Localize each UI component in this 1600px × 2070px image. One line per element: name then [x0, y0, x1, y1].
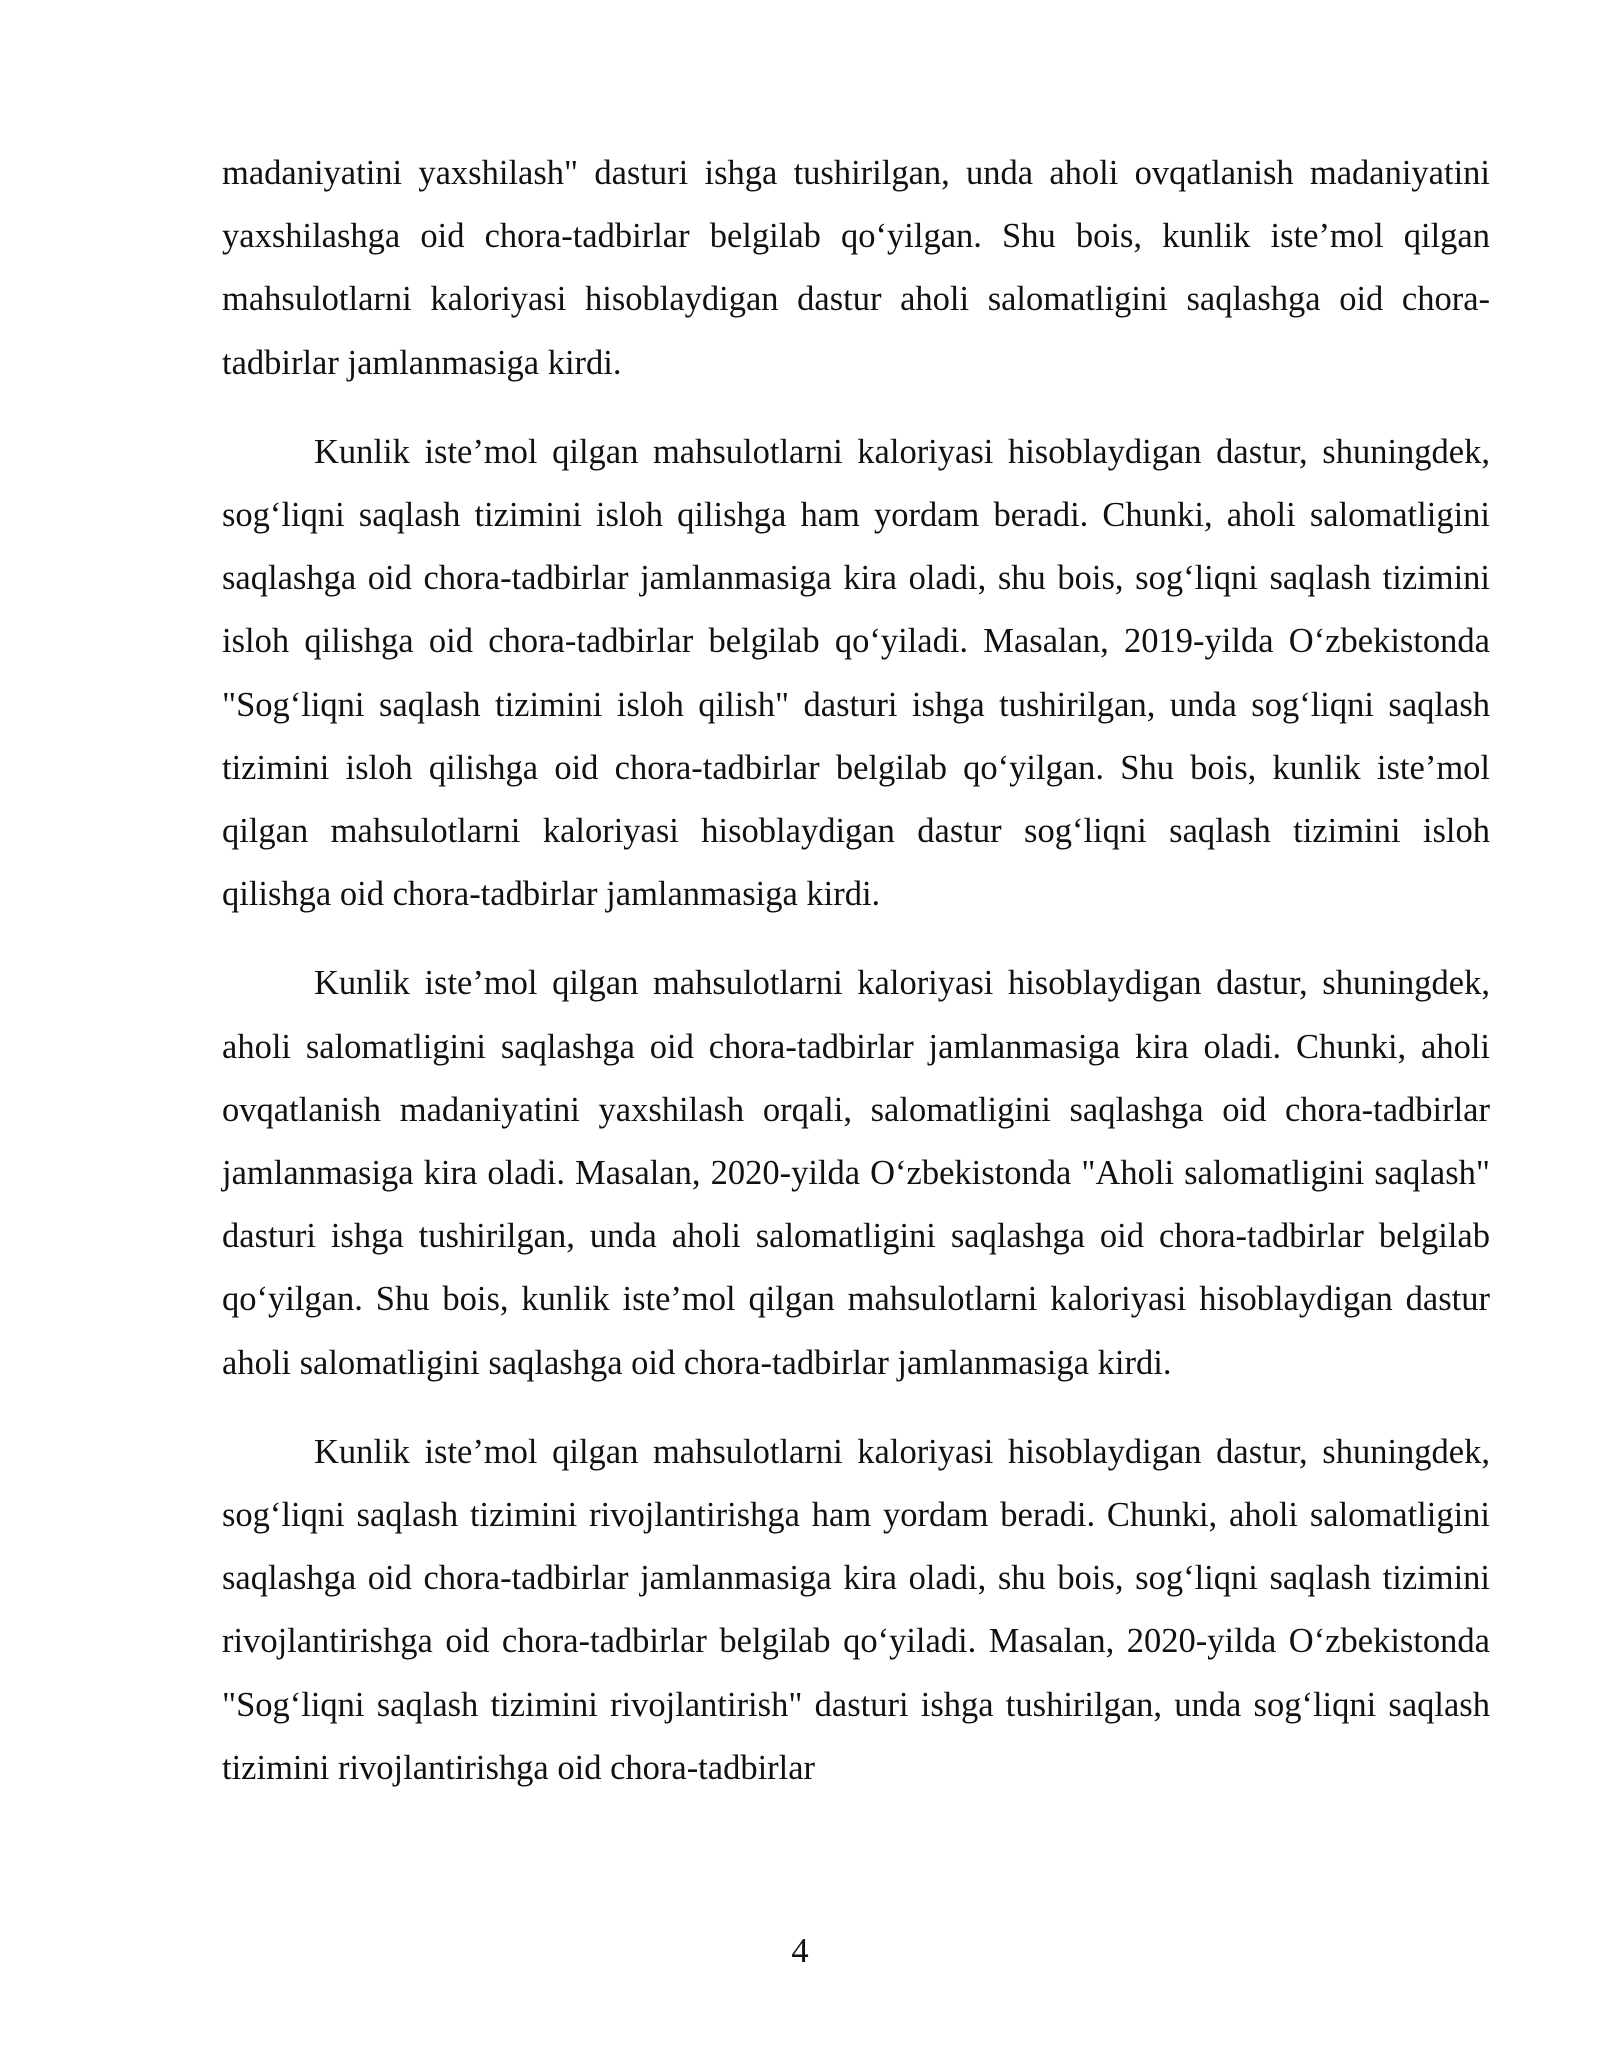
page-number: 4: [791, 1932, 809, 1970]
paragraph-4: Kunlik iste’mol qilgan mahsulotlarni kaloriyasi hisoblaydigan dastur, shuningdek, sog‘liqni saqlash tizimini rivojlantirishga ham yordam beradi. Chunki, aholi salomatligini saqlashga oid chora-tadbirlar jamlanmasiga kira oladi, shu bois, sog‘liqni saqlash tizimini rivojlantirishga oid chora-tadbirlar belgilab qo‘yiladi. Masalan, 2020-yilda O‘zbekistonda "Sog‘liqni saqlash tizimini rivojlantirish" dasturi ishga tushirilgan, unda sog‘liqni saqlash tizimini rivojlantirishga oid chora-tadbirlar: [222, 1432, 1490, 1787]
body-text: [222, 142, 1490, 1826]
paragraph-1: madaniyatini yaxshilash" dasturi ishga tushirilgan, unda aholi ovqatlanish madaniyatini yaxshilashga oid chora-tadbirlar belgilab qo‘yilgan. Shu bois, kunlik iste’mol qilgan mahsulotlarni kaloriyasi hisoblaydigan dastur aholi salomatligini saqlashga oid chora-tadbirlar jamlanmasiga kirdi.: [222, 154, 1490, 382]
paragraph-3: Kunlik iste’mol qilgan mahsulotlarni kaloriyasi hisoblaydigan dastur, shuningdek, aholi salomatligini saqlashga oid chora-tadbirlar jamlanmasiga kira oladi. Chunki, aholi ovqatlanish madaniyatini yaxshilash orqali, salomatligini saqlashga oid chora-tadbirlar jamlanmasiga kira oladi. Masalan, 2020-yilda O‘zbekistonda "Aholi salomatligini saqlash" dasturi ishga tushirilgan, unda aholi salomatligini saqlashga oid chora-tadbirlar belgilab qo‘yilgan. Shu bois, kunlik iste’mol qilgan mahsulotlarni kaloriyasi hisoblaydigan dastur aholi salomatligini saqlashga oid chora-tadbirlar jamlanmasiga kirdi.: [222, 964, 1490, 1382]
paragraph-2: Kunlik iste’mol qilgan mahsulotlarni kaloriyasi hisoblaydigan dastur, shuningdek, sog‘liqni saqlash tizimini isloh qilishga ham yordam beradi. Chunki, aholi salomatligini saqlashga oid chora-tadbirlar jamlanmasiga kira oladi, shu bois, sog‘liqni saqlash tizimini isloh qilishga oid chora-tadbirlar belgilab qo‘yiladi. Masalan, 2019-yilda O‘zbekistonda "Sog‘liqni saqlash tizimini isloh qilish" dasturi ishga tushirilgan, unda sog‘liqni saqlash tizimini isloh qilishga oid chora-tadbirlar belgilab qo‘yilgan. Shu bois, kunlik iste’mol qilgan mahsulotlarni kaloriyasi hisoblaydigan dastur sog‘liqni saqlash tizimini isloh qilishga oid chora-tadbirlar jamlanmasiga kirdi.: [222, 432, 1490, 914]
